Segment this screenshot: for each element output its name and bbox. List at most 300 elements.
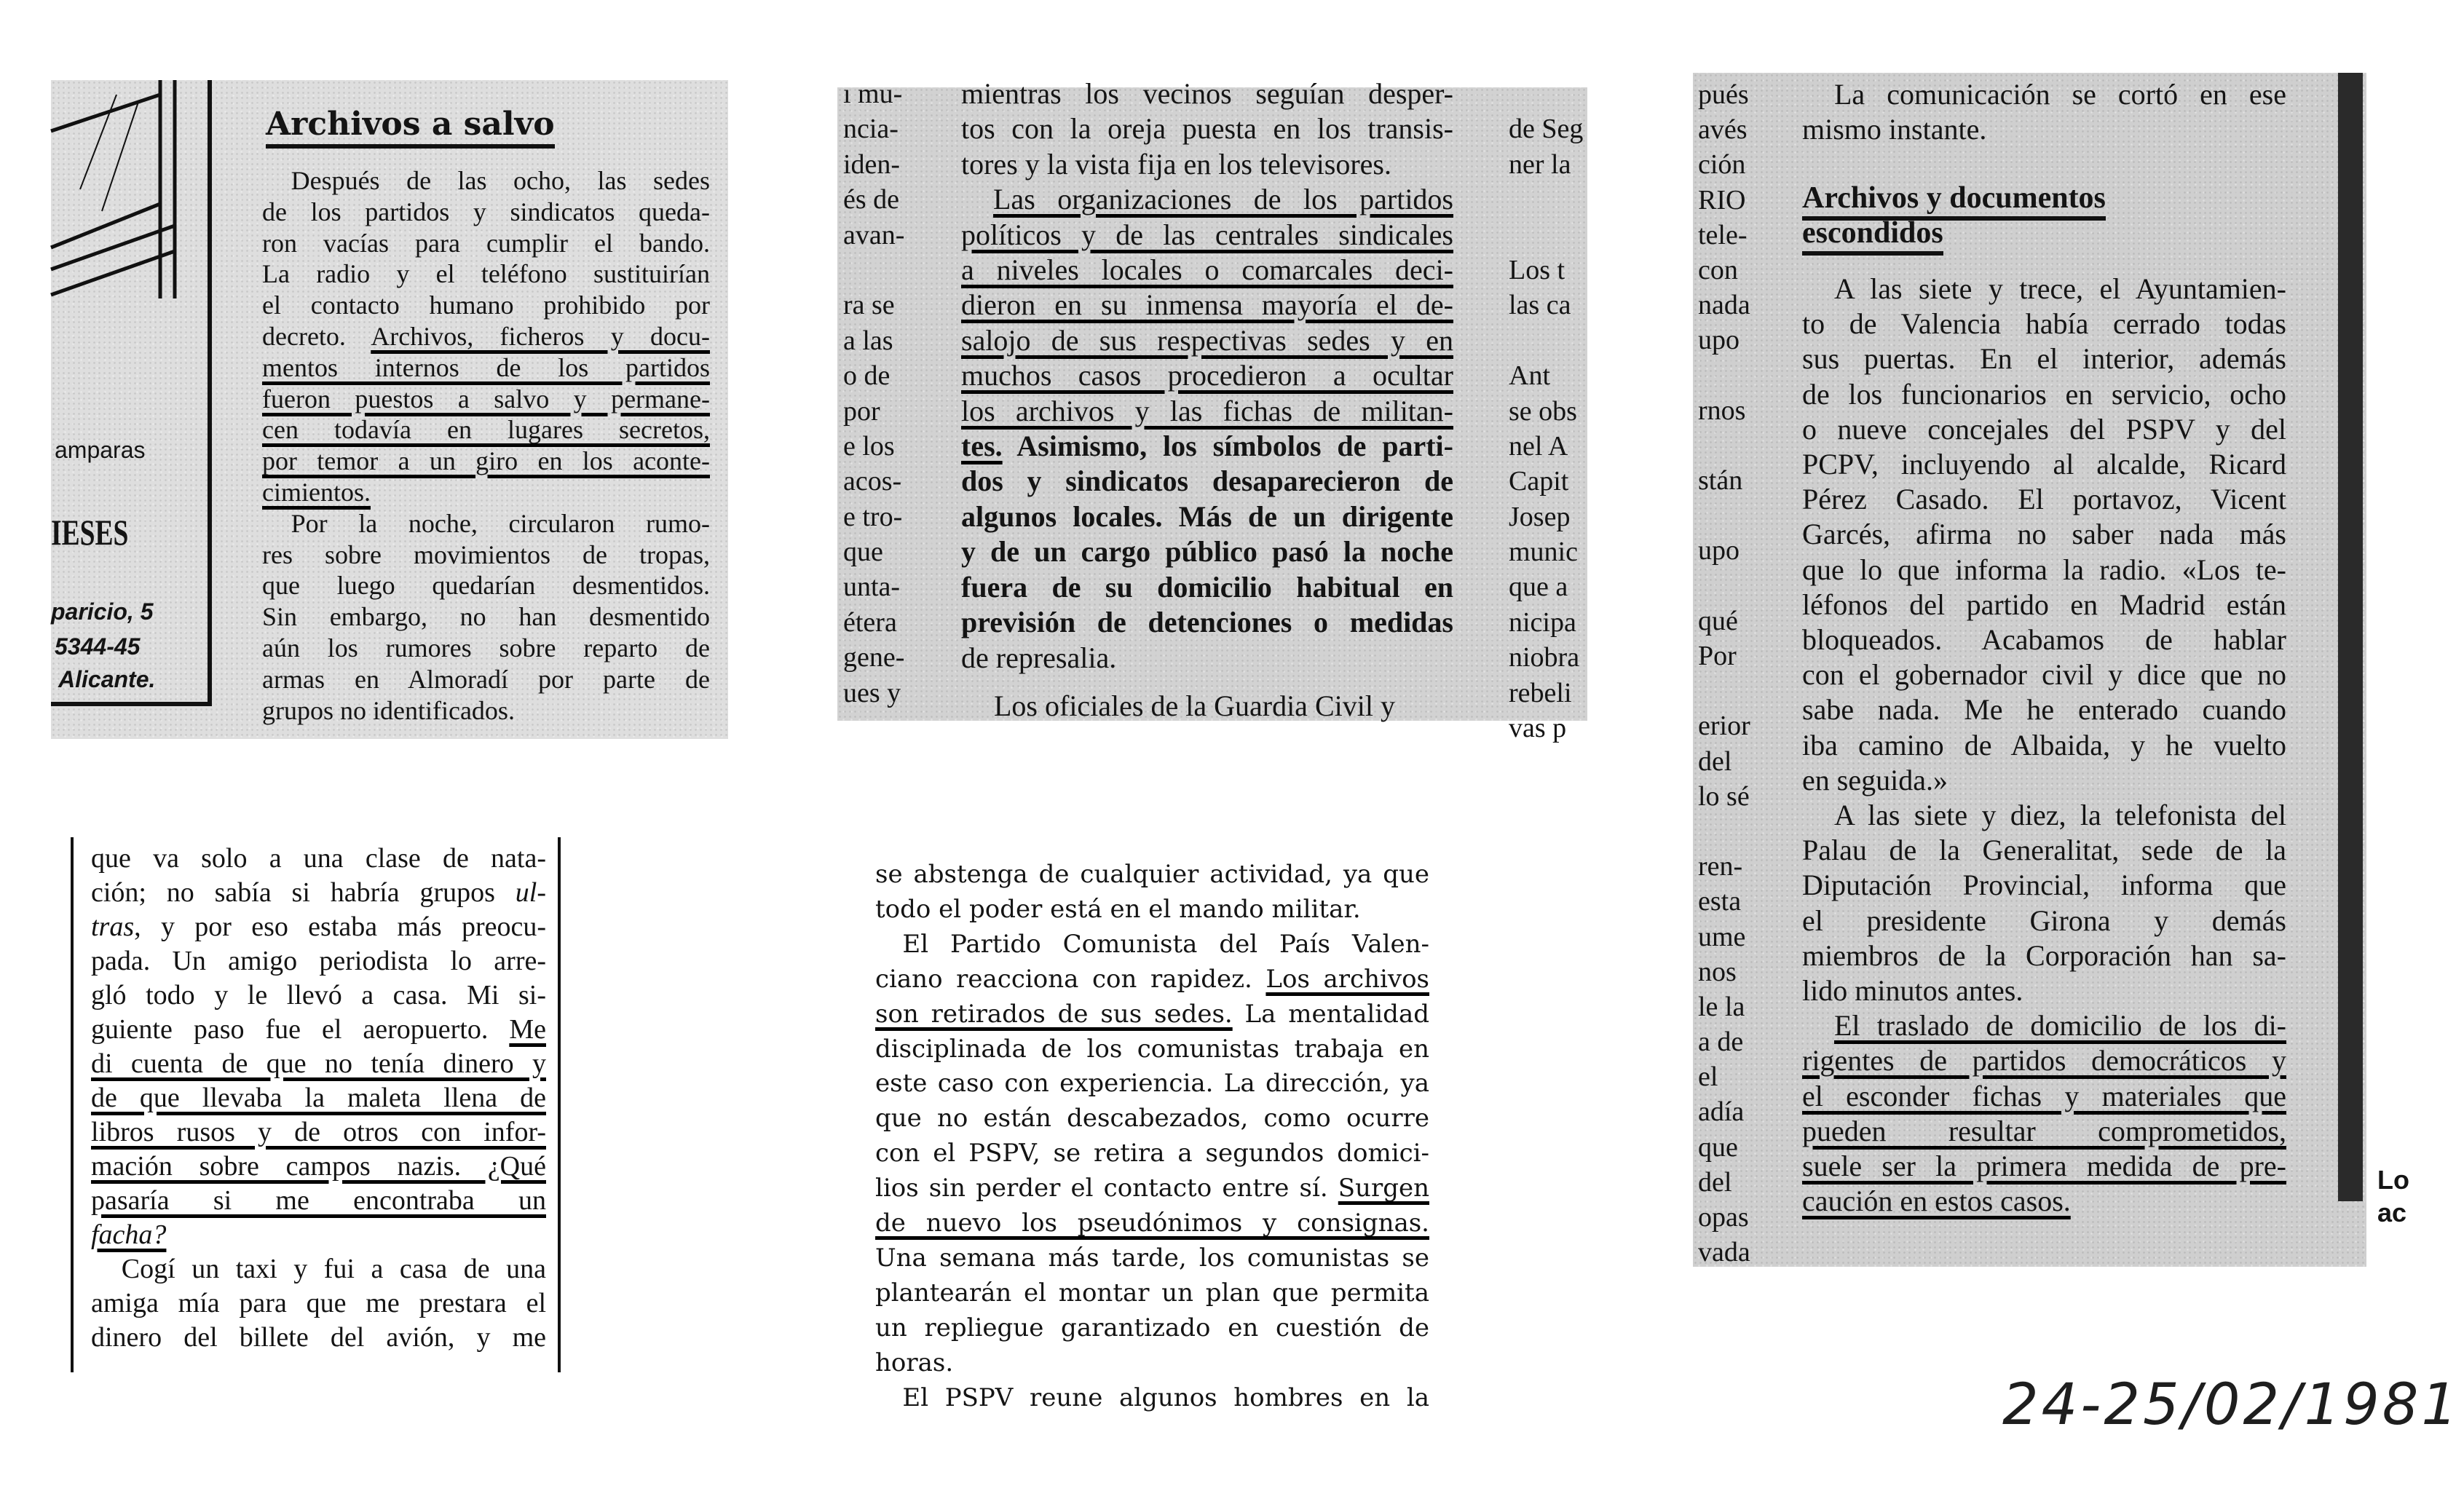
text-line bbox=[1802, 657, 2286, 692]
text-line bbox=[1802, 728, 2286, 763]
text-line bbox=[1802, 938, 2286, 973]
column-fragment: gene- bbox=[843, 642, 905, 673]
column-fragment: iden- bbox=[843, 149, 901, 180]
text-line bbox=[961, 147, 1453, 182]
underlined-text: de nuevo los pseudónimos y consignas. bbox=[875, 1209, 1429, 1238]
text-line bbox=[1802, 412, 2286, 447]
column-fragment: Por bbox=[1698, 641, 1737, 671]
column-fragment: niobra bbox=[1509, 642, 1580, 673]
text-line bbox=[262, 384, 710, 415]
column-fragment: qué bbox=[1698, 605, 1738, 636]
underlined-text: rigentes de partidos democráticos y bbox=[1802, 1044, 2286, 1077]
text-line bbox=[875, 1171, 1429, 1206]
text-segment: Pérez Casado. El portavoz, Vicent bbox=[1802, 483, 2286, 516]
text-line bbox=[262, 228, 710, 259]
ad-fragment: 5344-45 bbox=[55, 633, 141, 660]
text-line bbox=[961, 111, 1453, 146]
column-fragment: a las bbox=[843, 325, 893, 356]
text-line bbox=[1802, 903, 2286, 938]
underlined-text: el esconder fichas y materiales que bbox=[1802, 1079, 2286, 1112]
text-line bbox=[91, 1047, 546, 1081]
underlined-text: caución en estos casos. bbox=[1802, 1185, 2071, 1218]
text-segment: el presidente Girona y demás bbox=[1802, 903, 2286, 937]
column-fragment: acos- bbox=[843, 466, 902, 497]
underlined-text: de que llevaba la maleta llena de bbox=[91, 1083, 546, 1113]
column-fragment bbox=[1509, 218, 1589, 253]
text-segment: horas. bbox=[875, 1348, 954, 1377]
text-line bbox=[1802, 763, 2286, 798]
clipping-archivos-y-documentos bbox=[1693, 73, 2409, 1268]
text-line bbox=[262, 446, 710, 477]
text-line bbox=[875, 997, 1429, 1032]
right-fragment: ac bbox=[2377, 1198, 2407, 1227]
text-line bbox=[1802, 553, 2286, 588]
column-fragment: se obs bbox=[1509, 395, 1577, 427]
text-line bbox=[262, 290, 710, 321]
text-segment: gló todo y le llevó a casa. Mi si- bbox=[91, 980, 546, 1011]
column-fragment bbox=[1698, 498, 1764, 533]
column-fragment bbox=[1509, 323, 1589, 358]
left-column-fragments bbox=[1698, 77, 1764, 1270]
column-fragment: a de bbox=[1698, 1027, 1744, 1058]
text-segment: A las siete y trece, el Ayuntamien- bbox=[1834, 272, 2286, 305]
text-line bbox=[875, 1311, 1429, 1346]
text-segment: en seguida.» bbox=[1802, 763, 1948, 796]
text-segment: este caso con experiencia. La dirección, ya bbox=[875, 1069, 1429, 1099]
column-fragment bbox=[843, 253, 916, 288]
text-line bbox=[262, 695, 710, 727]
text-line bbox=[875, 928, 1429, 962]
text-segment: lido minutos antes. bbox=[1802, 974, 2023, 1008]
text-segment: léfonos del partido en Madrid están bbox=[1802, 588, 2286, 621]
column-rule-left bbox=[71, 837, 74, 1372]
column-fragment bbox=[1698, 569, 1764, 604]
column-fragment: nel A bbox=[1509, 430, 1568, 462]
text-line bbox=[961, 323, 1453, 358]
article-body bbox=[91, 842, 546, 1355]
underlined-text: cen todavía en lugares secretos, bbox=[262, 415, 710, 445]
text-segment: plantearán el montar un plan que permita bbox=[875, 1278, 1429, 1308]
column-fragment: Capit bbox=[1509, 466, 1569, 497]
left-column-fragments bbox=[843, 76, 916, 711]
text-line bbox=[1802, 272, 2286, 306]
underlined-text: fueron puestos a salvo y permane- bbox=[262, 384, 710, 414]
column-fragment: que bbox=[1698, 1131, 1738, 1163]
text-segment: o nueve concejales del PSPV y del bbox=[1802, 412, 2286, 446]
column-rule-right bbox=[558, 837, 561, 1372]
text-line bbox=[262, 477, 710, 508]
text-segment: decreto. bbox=[262, 321, 371, 351]
clipping-archivos-a-salvo bbox=[51, 80, 728, 739]
column-fragment: que a bbox=[1509, 572, 1568, 603]
text-segment: disciplinada de los comunistas trabaja en bbox=[875, 1034, 1429, 1064]
clipping-testimonio bbox=[66, 837, 590, 1372]
text-line bbox=[1802, 1079, 2286, 1114]
text-line bbox=[1802, 112, 2286, 147]
text-line bbox=[875, 962, 1429, 997]
text-line bbox=[91, 1321, 546, 1355]
text-segment: dinero del billete del avión, y me bbox=[91, 1322, 546, 1353]
text-line bbox=[961, 394, 1453, 429]
column-fragment: ción bbox=[1698, 149, 1746, 181]
text-segment: Una semana más tarde, los comunistas se bbox=[875, 1243, 1429, 1273]
text-line bbox=[961, 641, 1453, 676]
text-line bbox=[91, 1184, 546, 1218]
underlined-text: di cuenta de que no tenía dinero y bbox=[91, 1048, 546, 1079]
right-fragment: Lo bbox=[2377, 1165, 2409, 1195]
column-fragment bbox=[1698, 428, 1764, 463]
underlined-text: Las organizaciones de los partidos bbox=[993, 183, 1453, 216]
text-segment: sabe nada. Me he enterado cuando bbox=[1802, 693, 2286, 727]
underlined-text: Archivos, ficheros y docu- bbox=[371, 321, 710, 351]
text-line bbox=[961, 288, 1453, 323]
text-segment: ciano reacciona con rapidez. bbox=[875, 964, 1266, 994]
text-line bbox=[1802, 868, 2286, 903]
column-fragment: Los t bbox=[1509, 254, 1565, 285]
text-line bbox=[1802, 517, 2286, 552]
column-fragment: ume bbox=[1698, 921, 1746, 952]
text-line bbox=[961, 534, 1453, 569]
text-segment: lios sin perder el contacto entre sí. bbox=[875, 1174, 1338, 1203]
underlined-text: políticos y de las centrales sindicales bbox=[961, 218, 1453, 251]
text-line bbox=[262, 414, 710, 446]
text-segment: tos con la oreja puesta en los transis- bbox=[961, 112, 1453, 146]
article-title-text: Archivos a salvo bbox=[266, 106, 555, 149]
underlined-text: a niveles locales o comarcales deci- bbox=[961, 253, 1453, 287]
text-line bbox=[875, 1067, 1429, 1102]
text-segment: algunos locales. Más de un dirigente bbox=[961, 499, 1453, 533]
text-line bbox=[91, 1081, 546, 1115]
text-line bbox=[1802, 1114, 2286, 1149]
text-line bbox=[262, 539, 710, 571]
column-fragment: nicipa bbox=[1509, 606, 1576, 638]
column-fragment: ren- bbox=[1698, 851, 1743, 882]
text-segment: que lo que informa la radio. «Los te- bbox=[1802, 553, 2286, 586]
text-segment: La comunicación se cortó en ese bbox=[1834, 78, 2286, 111]
text-segment: El Partido Comunista del País Valen- bbox=[902, 929, 1429, 959]
text-line bbox=[91, 876, 546, 910]
underlined-text: pasaría si me encontraba un bbox=[91, 1185, 546, 1216]
article-body-line: Los oficiales de la Guardia Civil y bbox=[994, 689, 1395, 722]
text-segment: La mentalidad bbox=[1232, 999, 1429, 1029]
column-fragment: upo bbox=[1698, 325, 1740, 356]
text-line bbox=[1802, 482, 2286, 517]
column-fragment: ra se bbox=[843, 290, 895, 321]
column-fragment: Ant bbox=[1509, 360, 1550, 392]
text-line bbox=[961, 429, 1453, 464]
text-line bbox=[875, 858, 1429, 893]
underlined-text: mentos internos de los partidos bbox=[262, 352, 710, 382]
text-segment: tores y la vista fija en los televisores. bbox=[961, 147, 1391, 181]
text-line bbox=[1802, 77, 2286, 112]
underlined-text: Los archivos bbox=[1265, 964, 1429, 994]
column-fragment: lo sé bbox=[1698, 780, 1750, 812]
text-line bbox=[262, 258, 710, 290]
text-line bbox=[875, 1102, 1429, 1136]
right-column-fragments bbox=[1509, 76, 1589, 746]
underlined-text: tes. bbox=[961, 430, 1003, 463]
underlined-text: mación sobre campos nazis. ¿Qué bbox=[91, 1151, 546, 1182]
text-line bbox=[1802, 377, 2286, 412]
text-segment: miembros de la Corporación han sa- bbox=[1802, 938, 2286, 972]
text-segment: Cogí un taxi y fui a casa de una bbox=[121, 1254, 546, 1284]
text-line bbox=[875, 1241, 1429, 1276]
column-fragment: o de bbox=[843, 360, 891, 392]
clipping-partido-comunista bbox=[866, 837, 1449, 1420]
text-line bbox=[1802, 341, 2286, 376]
window-illustration bbox=[51, 80, 218, 298]
underlined-text: muchos casos procedieron a ocultar bbox=[961, 359, 1453, 392]
text-segment: que va solo a una clase de nata- bbox=[91, 843, 546, 874]
text-line bbox=[262, 570, 710, 601]
column-fragment: unta- bbox=[843, 572, 901, 603]
text-segment: el contacto humano prohibido por bbox=[262, 290, 710, 320]
column-fragment: stán bbox=[1698, 465, 1743, 497]
column-fragment: nada bbox=[1698, 290, 1750, 321]
text-line bbox=[91, 1150, 546, 1184]
column-fragment: vas p bbox=[1509, 713, 1567, 744]
article-title bbox=[266, 106, 555, 143]
column-fragment: ncia- bbox=[843, 114, 899, 145]
column-fragment: que bbox=[843, 537, 883, 568]
underlined-text: facha? bbox=[91, 1219, 167, 1250]
text-segment: amiga mía para que me prestara el bbox=[91, 1288, 546, 1318]
text-line bbox=[1802, 447, 2286, 482]
text-segment: Diputación Provincial, informa que bbox=[1802, 869, 2286, 902]
text-segment: aún los rumores sobre reparto de bbox=[262, 633, 710, 663]
underlined-text: dieron en su inmensa mayoría el de- bbox=[961, 288, 1453, 322]
text-line bbox=[262, 601, 710, 633]
underlined-text: libros rusos y de otros con infor- bbox=[91, 1117, 546, 1147]
text-line bbox=[91, 1218, 546, 1252]
text-line bbox=[875, 1206, 1429, 1241]
column-fragment bbox=[1509, 182, 1589, 217]
column-fragment: Josep bbox=[1509, 501, 1571, 532]
text-line bbox=[1802, 622, 2286, 657]
text-segment: guiente paso fue el aeropuerto. bbox=[91, 1014, 510, 1045]
text-segment: Por la noche, circularon rumo- bbox=[291, 508, 710, 538]
text-segment: A las siete y diez, la telefonista del bbox=[1834, 799, 2286, 832]
column-fragment: pués bbox=[1698, 79, 1749, 110]
text-segment: Sin embargo, no han desmentido bbox=[262, 602, 710, 632]
text-segment: pada. Un amigo periodista lo arre- bbox=[91, 946, 546, 976]
text-line bbox=[875, 1346, 1429, 1381]
text-line bbox=[961, 464, 1453, 499]
text-line bbox=[961, 253, 1453, 288]
article-title bbox=[1802, 181, 2106, 250]
column-fragment: del bbox=[1698, 1166, 1732, 1198]
column-fragment: erior bbox=[1698, 711, 1750, 742]
column-fragment: le la bbox=[1698, 991, 1745, 1022]
text-line bbox=[961, 605, 1453, 640]
text-segment: grupos no identificados. bbox=[262, 695, 515, 725]
text-segment: Garcés, afirma no saber nada más bbox=[1802, 518, 2286, 551]
text-segment: bloqueados. Acabamos de hablar bbox=[1802, 623, 2286, 657]
text-line bbox=[1802, 798, 2286, 833]
text-line bbox=[91, 910, 546, 944]
text-line bbox=[262, 321, 710, 352]
text-line bbox=[875, 1136, 1429, 1171]
column-fragment: étera bbox=[843, 606, 897, 638]
column-fragment: avan- bbox=[843, 219, 905, 250]
text-line bbox=[1802, 1149, 2286, 1184]
article-title-line: Archivos y documentos bbox=[1802, 181, 2106, 221]
text-line bbox=[1802, 588, 2286, 622]
text-segment: armas en Almoradí por parte de bbox=[262, 664, 710, 694]
text-line bbox=[91, 842, 546, 876]
text-segment: El PSPV reune algunos hombres en la bbox=[902, 1383, 1429, 1412]
text-segment: sus puertas. En el interior, además bbox=[1802, 342, 2286, 376]
text-line bbox=[875, 1276, 1429, 1311]
article-body bbox=[262, 165, 710, 726]
text-segment: iba camino de Albaida, y he vuelto bbox=[1802, 728, 2286, 762]
article-body bbox=[961, 76, 1453, 676]
underlined-text: cimientos. bbox=[262, 477, 371, 507]
ad-divider-vertical bbox=[208, 80, 212, 706]
text-line bbox=[875, 1381, 1429, 1416]
column-fragment: ner la bbox=[1509, 149, 1571, 180]
column-fragment: rebeli bbox=[1509, 677, 1572, 708]
text-line bbox=[262, 633, 710, 664]
text-segment: que no están descabezados, como ocurre bbox=[875, 1104, 1429, 1134]
text-segment: todo el poder está en el mando militar. bbox=[875, 894, 1361, 924]
article-body bbox=[875, 858, 1429, 1416]
text-line bbox=[91, 978, 546, 1013]
text-line bbox=[961, 570, 1453, 605]
ad-fragment: paricio, 5 bbox=[51, 598, 154, 625]
text-segment: y de un cargo público pasó la noche bbox=[961, 535, 1453, 569]
column-fragment: de Seg bbox=[1509, 114, 1584, 145]
text-line bbox=[91, 1115, 546, 1150]
text-segment: ul- bbox=[515, 877, 546, 908]
column-fragment: upo bbox=[1698, 535, 1740, 566]
column-fragment bbox=[1698, 673, 1764, 708]
column-fragment: e los bbox=[843, 430, 895, 462]
column-fragment: opas bbox=[1698, 1202, 1749, 1233]
text-segment: que luego quedarían desmentidos. bbox=[262, 571, 710, 601]
text-line bbox=[91, 1013, 546, 1047]
text-segment: de los funcionarios en servicio, ocho bbox=[1802, 377, 2286, 411]
text-line bbox=[1802, 306, 2286, 341]
text-segment: fuera de su domicilio habitual en bbox=[961, 570, 1453, 604]
text-segment: tras bbox=[91, 911, 135, 942]
column-fragment: ues y bbox=[843, 677, 901, 708]
column-fragment: con bbox=[1698, 254, 1738, 285]
column-fragment: tele- bbox=[1698, 219, 1748, 250]
handwritten-date: 24-25/02/1981 bbox=[2002, 1372, 2460, 1438]
underlined-text: Surgen bbox=[1338, 1174, 1429, 1203]
clipping-organizaciones bbox=[837, 77, 1587, 744]
text-segment: un repliegue garantizado en cuestión de bbox=[875, 1313, 1429, 1342]
text-line bbox=[1802, 973, 2286, 1008]
text-line bbox=[91, 944, 546, 978]
underlined-text: los archivos y las fichas de militan- bbox=[961, 394, 1453, 427]
text-segment: dos y sindicatos desaparecieron de bbox=[961, 464, 1453, 498]
ad-fragment: amparas bbox=[55, 437, 146, 463]
text-segment: mientras los vecinos seguían desper- bbox=[961, 77, 1453, 110]
text-segment: ción; no sabía si habría grupos bbox=[91, 877, 516, 908]
article-body bbox=[1802, 272, 2286, 1219]
text-line bbox=[1802, 692, 2286, 727]
text-segment: to de Valencia había cerrado todas bbox=[1802, 307, 2286, 341]
column-fragment: del bbox=[1698, 746, 1732, 777]
text-segment: Asimismo, los símbolos de parti- bbox=[1002, 430, 1453, 463]
column-fragment: e tro- bbox=[843, 501, 903, 532]
column-fragment: RIO bbox=[1698, 184, 1746, 215]
text-line bbox=[1802, 1043, 2286, 1078]
column-fragment: ı mu- bbox=[843, 79, 903, 109]
text-segment: previsión de detenciones o medidas bbox=[961, 606, 1453, 639]
column-fragment bbox=[1698, 814, 1764, 849]
text-line bbox=[262, 165, 710, 197]
text-segment: res sobre movimientos de tropas, bbox=[262, 539, 710, 569]
text-segment: , y por eso estaba más preocu- bbox=[134, 911, 546, 942]
text-line bbox=[961, 182, 1453, 217]
text-line bbox=[961, 76, 1453, 111]
text-line bbox=[262, 197, 710, 228]
text-segment: mismo instante. bbox=[1802, 113, 1987, 146]
text-line bbox=[875, 893, 1429, 928]
text-line bbox=[1802, 1184, 2286, 1219]
underlined-text: El traslado de domicilio de los di- bbox=[1834, 1009, 2286, 1043]
column-fragment: nos bbox=[1698, 956, 1737, 987]
text-segment: La radio y el teléfono sustituirían bbox=[262, 259, 710, 289]
text-line bbox=[91, 1286, 546, 1321]
text-segment: de represalia. bbox=[961, 641, 1117, 674]
text-line bbox=[961, 218, 1453, 253]
text-line bbox=[262, 508, 710, 539]
text-segment: Después de las ocho, las sedes bbox=[291, 166, 710, 195]
column-fragment: las ca bbox=[1509, 290, 1571, 321]
text-segment: se abstenga de cualquier actividad, ya que bbox=[875, 860, 1429, 889]
column-fragment bbox=[1509, 76, 1589, 111]
article-intro bbox=[1802, 77, 2286, 147]
column-fragment: adía bbox=[1698, 1096, 1745, 1128]
text-segment: con el PSPV, se retira a segundos domici- bbox=[875, 1139, 1429, 1168]
text-line bbox=[262, 664, 710, 695]
ad-fragment: IESES bbox=[51, 512, 129, 553]
ad-fragment: Alicante. bbox=[58, 666, 156, 692]
text-line bbox=[1802, 833, 2286, 868]
text-line bbox=[91, 1252, 546, 1286]
text-line bbox=[875, 1032, 1429, 1067]
article-title-line: escondidos bbox=[1802, 216, 1943, 256]
column-fragment: vada bbox=[1698, 1237, 1750, 1268]
column-fragment: munic bbox=[1509, 537, 1578, 568]
underlined-text: por temor a un giro en los aconte- bbox=[262, 446, 710, 476]
ad-divider-horizontal bbox=[51, 702, 212, 706]
text-segment: Palau de la Generalitat, sede de la bbox=[1802, 834, 2286, 867]
column-fragment: rnos bbox=[1698, 395, 1746, 426]
column-fragment: és de bbox=[843, 184, 900, 215]
text-segment: PCPV, incluyendo al alcalde, Ricard bbox=[1802, 448, 2286, 481]
text-segment: ron vacías para cumplir el bando. bbox=[262, 228, 710, 258]
text-line bbox=[262, 352, 710, 384]
underlined-text: suele ser la primera medida de pre- bbox=[1802, 1150, 2286, 1183]
column-fragment: el bbox=[1698, 1061, 1718, 1093]
column-fragment: esta bbox=[1698, 886, 1742, 917]
column-fragment: avés bbox=[1698, 114, 1748, 146]
dark-border-bar bbox=[2338, 73, 2363, 1201]
underlined-text: son retirados de sus sedes. bbox=[875, 999, 1233, 1029]
underlined-text: salojo de sus respectivas sedes y en bbox=[961, 323, 1453, 357]
column-fragment: por bbox=[843, 395, 880, 427]
text-line bbox=[961, 499, 1453, 534]
text-segment: de los partidos y sindicatos queda- bbox=[262, 197, 710, 226]
column-fragment bbox=[1698, 358, 1764, 393]
text-segment: con el gobernador civil y dice que no bbox=[1802, 658, 2286, 692]
underlined-text: pueden resultar comprometidos, bbox=[1802, 1114, 2286, 1147]
